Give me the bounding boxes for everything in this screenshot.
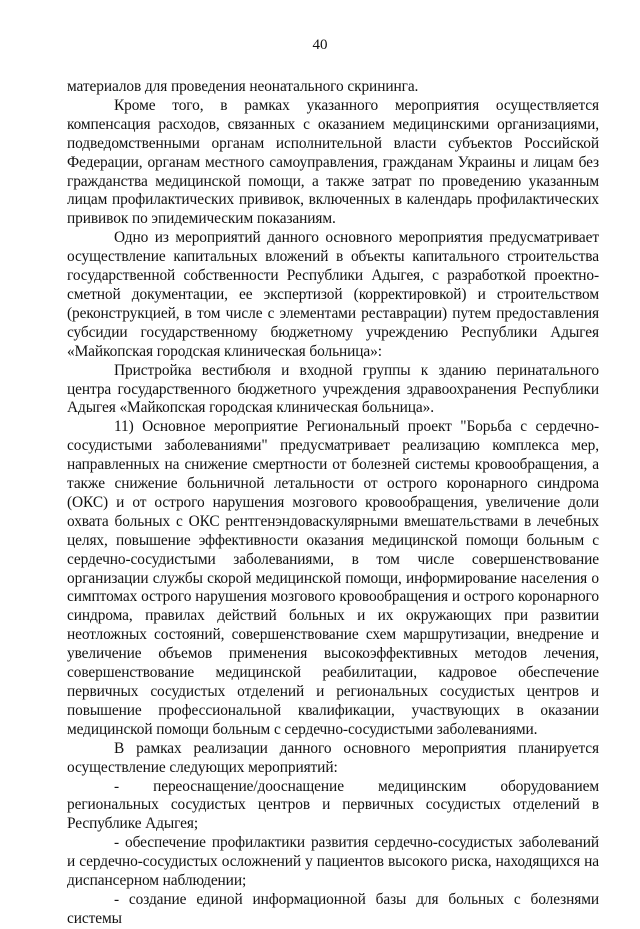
page-number: 40 (312, 37, 328, 53)
paragraph-screening-continuation: материалов для проведения неонатального скрининга. (67, 78, 419, 95)
document-body (67, 78, 599, 929)
paragraph-planned-activities-intro: В рамках реализации данного основного мероприятия планируется осуществление следующих мероприятий: (67, 739, 599, 776)
list-item-equipment: - переоснащение/дооснащение медицинским оборудованием региональных сосудистых центров и первичных сосудистых отделений в Республике Адыгея; (67, 777, 599, 833)
paragraph-capital-investments: Одно из мероприятий данного основного мероприятия предусматривает осуществление капитальных вложений в объекты капитального строительства государственной собственности Республики Адыгея, с разработкой проектно-сметной документации, ее экспертизой (корректировкой) и строительством (реконструкцией, в том числе с элементами реставрации) путем предоставления субсидии государственному бюджетному учреждению Республики Адыгея «Майкопская городская клиническая больница»: (67, 229, 599, 360)
paragraph-vestibule-extension: Пристройка вестибюля и входной группы к зданию перинатального центра государственного бюджетного учреждения здравоохранения Республики Адыгея «Майкопская городская клиническая больница». (67, 361, 599, 417)
paragraph-compensation: Кроме того, в рамках указанного мероприятия осуществляется компенсация расходов, связанных с оказанием медицинскими организациями, подведомственными органам исполнительной власти субъектов Российской Федерации, органам местного самоуправления, гражданам Украины и лицам без гражданства медицинской помощи, а также затрат по проведению указанным лицам профилактических прививок, включенных в календарь профилактических прививок по эпидемическим показаниям. (67, 96, 599, 228)
list-item-prevention: - обеспечение профилактики развития сердечно-сосудистых заболеваний и сердечно-сосудистых осложнений у пациентов высокого риска, находящихся на диспансерном наблюдении; (67, 834, 599, 890)
list-item-information-base: - создание единой информационной базы для больных с болезнями системы (67, 890, 599, 927)
paragraph-cardiovascular-project: 11) Основное мероприятие Региональный проект "Борьба с сердечно-сосудистыми заболеваниями" предусматривает реализацию комплекса мер, направленных на снижение смертности от болезней системы кровообращения, а также снижение больничной летальности от острого коронарного синдрома (ОКС) и от острого нарушения мозгового кровообращения, увеличение доли охвата больных с ОКС рентгенэндоваскулярными вмешательствами в лечебных целях, повышение эффективности оказания медицинской помощи больным с сердечно-сосудистыми заболеваниями, в том числе совершенствование организации службы скорой медицинской помощи, информирование населения о симптомах острого нарушения мозгового кровообращения и острого коронарного синдрома, правилах действий больных и их окружающих при развитии неотложных состояний, совершенствование схем маршрутизации, внедрение и увеличение объемов применения высокоэффективных методов лечения, совершенствование медицинской реабилитации, кадровое обеспечение первичных сосудистых отделений и региональных сосудистых центров и повышение профессиональной квалификации, участвующих в оказании медицинской помощи больным с сердечно-сосудистыми заболеваниями. (67, 418, 599, 738)
